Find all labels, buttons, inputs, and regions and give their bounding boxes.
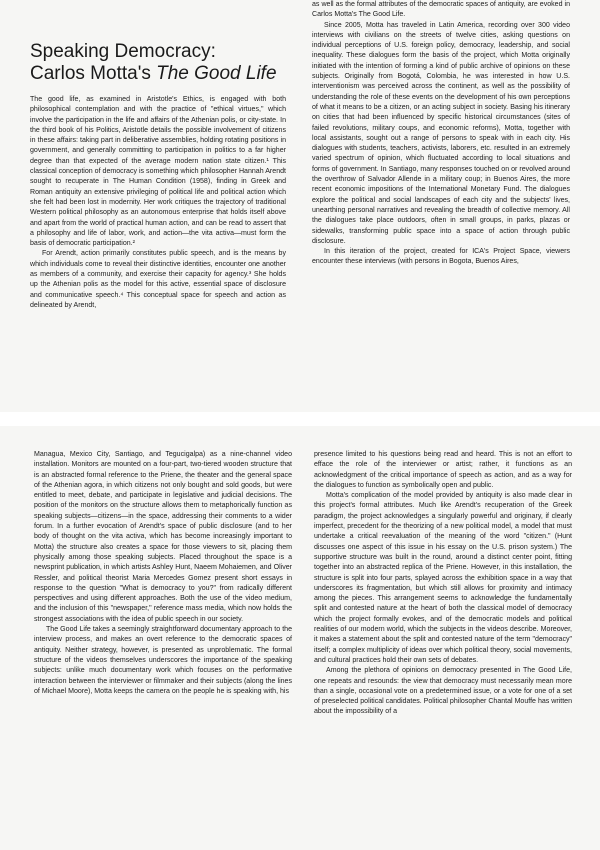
page-title [30, 41, 295, 85]
title-line-2 [30, 63, 295, 85]
title-line-1: Speaking Democracy: [30, 40, 216, 62]
page-one-left-column [30, 95, 286, 412]
title-line-2-prefix: Carlos Motta's [30, 62, 157, 84]
page-gap [0, 412, 600, 426]
paragraph: Managua, Mexico City, Santiago, and Tegucigalpa) as a nine-channel video installation. Monitors are mounted on a four-part, two-tiered wooden structure that is an abstracted formal reference to the Priene, the theater and the general space of the Athenian agora, in which citizens not only bought and sold goods, but were entitled to meet, debate, and participate in legislative and judicial decisions. The position of the monitors on the structure allows them to metaphorically function as speaking subjects—citizens—in the space, addressing their comments to a wider forum. In a further evocation of Arendt's space of public disclosure (and to her body of thought on the vita activa, which has become increasingly important to Motta) the structure also creates a space for those viewers to sit, placing them physically among those speaking subjects. Placed throughout the space is a newsprint publication, in which artists Ashley Hunt, Naeem Mohaiemen, and Oliver Ressler, and political theorist Maria Mercedes Gomez present short essays in response to the question "What is democracy to you?" from radically different perspectives and using different approaches. Both the use of the video medium, and the inclusion of this "newspaper," reference mass media, which now holds the strongest associations with the idea of public speech in our society. [34, 451, 292, 623]
page-two-left-column [34, 450, 292, 845]
paragraph: as well as the formal attributes of the democratic spaces of antiquity, are evoked in Carlos Motta's The Good Life. [312, 1, 570, 19]
paragraph: Since 2005, Motta has traveled in Latin America, recording over 300 video interviews with civilians on the streets of twelve cities, asking questions on individual perceptions of U.S. foreign policy, democracy, leadership, and social inequality. These dialogues form the basis of the project, which Motta originally initiated with the intention of forming a kind of public archive of opinions on these subjects. Originally from Bogotá, Colombia, he was interested in how U.S. interventionism was perceived across the continent, as well as the possibility of understanding the role of these events on the development of his own perceptions of what it means to be a citizen, or an acting subject in society. Basing his itinerary on cities that had been influenced by specific historical circumstances (sites of failed revolutions, military coups, and economic reforms), Motta, together with local assistants, sought out a range of persons to speak with in each city. His dialogues with students, teachers, activists, laborers, etc. resulted in an extremely varied spectrum of opinion, which fluctuated according to local situations and forms of government. In Santiago, many responses touched on or revolved around the overthrow of Salvador Allende in a military coup; in Buenos Aires, the more recent economic impositions of the International Monetary Fund. The dialogues explore the political and social landscapes of each city and the subjects' lives, unearthing personal narratives and revealing the breadth of collective memory. All the dialogues take place outdoors, often in small groups, in parks, plazas or sidewalks, transforming public space into a space of action through public disclosure. [312, 21, 570, 245]
paragraph: The good life, as examined in Aristotle's Ethics, is engaged with both philosophical contemplation and with the practice of "ethical virtues," which involve the participation in the life and affairs of the Athenian polis, or city-state. In the third book of his Politics, Aristotle details the possible involvement of citizens in these affairs: taking part in deliberative assemblies, holding rotating positions in government, and generally committing to participation in politics to a far higher degree than that expected of the average modern nation state citizen.¹ This classical conception of democracy is something which philosopher Hannah Arendt sought to recuperate in The Human Condition (1958), finding in Greek and Roman antiquity an extensive privileging of political life and political action which she felt had been lost in modernity. Her work critiques the trajectory of traditional Western political philosophy as an autonomous enterprise that holds itself above and apart from the world of practical human action, and can be read to assert that a philosophy and life of labor, work, and action—the vita activa—must form the basis of democratic participation.² [30, 96, 286, 248]
paragraph: presence limited to his questions being read and heard. This is not an effort to efface the role of the interviewer or artist; rather, it functions as an acknowledgment of the critical importance of speech as action, and as a way for the dialogues to function as symbolically open and public. [314, 451, 572, 489]
paragraph: In this iteration of the project, created for ICA's Project Space, viewers encounter these interviews (with persons in Bogota, Buenos Aires, [312, 248, 570, 266]
paragraph: Among the plethora of opinions on democracy presented in The Good Life, one repeats and resounds: the view that democracy must necessarily mean more than a single, occasional vote on a predetermined issue, or a vote for one of a set of preselected political candidates. Political philosopher Chantal Mouffe has written about the impossibility of a [314, 667, 572, 716]
paragraph: For Arendt, action primarily constitutes public speech, and is the means by which individuals come to reveal their distinctive identities, encounter one another as members of a community, and exercise their capacity for agency.³ She holds up the Athenian polis as the model for this active, essential space of disclosure and communicative speech.⁴ This conceptual space for speech and action as delineated by Arendt, [30, 250, 286, 309]
title-line-2-italic: The Good Life [156, 62, 277, 84]
page-one-right-column [312, 0, 570, 400]
page-two-right-column [314, 450, 572, 845]
page-two [0, 426, 600, 850]
paragraph: Motta's complication of the model provided by antiquity is also made clear in this project's formal attributes. Much like Arendt's recuperation of the Greek paradigm, the project acknowledges a singularly powerful and originary, if clearly imperfect, precedent for the theorizing of a new political model, a model that must undertake a critical reevaluation of the meaning of the word "citizen." (Hunt discusses one aspect of this issue in his essay on the U.S. prison system.) The supportive structure was built in the round, around a distinct center point, fitting together into an abstracted replica of the Priene. However, in this installation, the structure is split into four parts, splayed across the exhibition space in a way that underscores its fragmentation, but which still allows for proximity and intimacy among the pieces. This arrangement seems to acknowledge the fundamentally split and contested nature at the heart of both the classical model of democracy which the project formally evokes, and of the democratic models and political realities of our modern world, which the subjects in the videos describe. Moreover, it makes a statement about the split and contested nature of the term "democracy" itself; a complex multiplicity of ideas over which political theory, social movements, and cultural practices hold their own sets of debates. [314, 492, 572, 664]
page-one [0, 0, 600, 412]
paragraph: The Good Life takes a seemingly straightforward documentary approach to the interview process, and makes an overt reference to the democratic spaces of antiquity. Neither strategy, however, is presented as unproblematic. The formal structure of the videos themselves underscores the importance of the speaking subjects: unlike much documentary work which focuses on the performative interaction between the interviewer or filmmaker and their subjects (along the lines of Michael Moore), Motta keeps the camera on the people he is speaking with, his [34, 626, 292, 695]
